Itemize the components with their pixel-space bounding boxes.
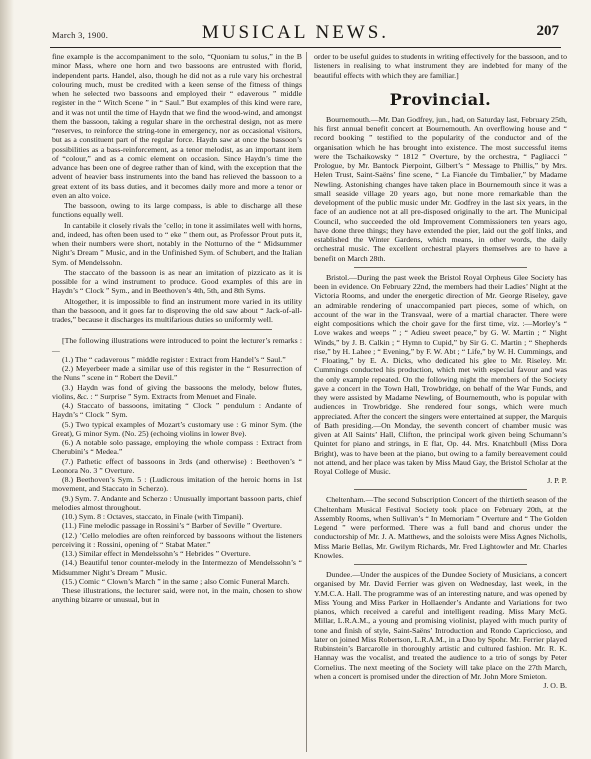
illustration-item: (5.) Two typical examples of Mozart’s customary use : G minor Sym. (the Great), G minor Sym. (No. 25) (echoing violins in lower 8ve).: [52, 419, 302, 438]
illustration-item: (6.) A notable solo passage, employing the whole compass : Extract from Cherubini’s “ Medea.”: [52, 438, 302, 457]
section-heading: Provincial.: [389, 89, 492, 109]
article-paragraph: The bassoon, owing to its large compass, is able to discharge all these functions equally well.: [52, 201, 302, 220]
report-signature: J. O. B.: [543, 681, 567, 690]
illustration-item: (8.) Beethoven’s Sym. 5 : (Ludicrous imitation of the heroic horns in 1st movement, and Staccato in Scherzo).: [52, 475, 302, 494]
closing-paragraph: These illustrations, the lecturer said, were not, in the main, chosen to show anything bizarre or unusual, but in: [52, 586, 302, 605]
page-header: [0, 22, 591, 46]
page-edge-shadow: [0, 0, 14, 759]
illustration-item: (2.) Meyerbeer made a similar use of this register in the “ Resurrection of the Nuns ” scene in “ Robert the Devil.”: [52, 364, 302, 383]
left-column: [52, 52, 302, 605]
right-column: [314, 52, 567, 690]
illustration-item: (3.) Haydn was fond of giving the bassoons the melody, below flutes, violins, &c. : “ Surprise ” Sym. Extracts from Menuet and Finale.: [52, 382, 302, 401]
illustration-item: (15.) Comic “ Clown’s March ” in the same ; also Comic Funeral March.: [62, 576, 290, 586]
report-dundee: Dundee.—Under the auspices of the Dundee Society of Musicians, a concert organised by Mr. David Ferrier was given on Wednesday, last week, in the Y.M.C.A. Hall. The programme was of an interesting nature, and was opened by Miss Young and Miss Parker in Hollaender’s Andante and Variations for two pianos, which received a careful and intelligent reading. Miss Mary McG. Millar, L.R.A.M., a young and promising violinist, played with much purity of tone and finish of style, Saint-Saëns’ Introduction and Rondo Capriccioso, and later on joined Miss Robertson, L.R.A.M., in a Duo by Spohr. Mr. Ferrier played Rubinstein’s Barcarolle in thoroughly artistic and cultured fashion. Mr. R. K. Hannay was the vocalist, and treated the audience to a trio of songs by Peter Cornelius. The next meeting of the Society will take place on the 27th March, when a concert is promised under the direction of Mr. John More Smieton.: [314, 570, 567, 681]
article-paragraph: fine example is the accompaniment to the solo, “Quoniam tu solus,” in the B minor Mass, where one horn and two bassoons are entrusted with florid, independent parts. Handel, also, though he did not as a rule vary his orchestral colouring much, must be credited with a keen sense of the fitness of things when he selected two bassoons and employed their “ edaverous ” middle register in the “ Witch Scene ” in “ Saul.” But examples of this kind were rare, and it was not until the time of Haydn that we find the wood-wind, and amongst them the bassoon, taking a regular share in the orchestral design, not as mere “reserves, to reinforce the string-tone in emergency, nor as occasional visitors, but as a constituent part of the regular force. Haydn saw at once the bassoon’s possibilities as a bass-reinforcement, as a tenor melodist, as an important item of “colour,” and as a comic element on occasion. Since Haydn’s time the advance has been one of degree rather than of kind, with the exception that the advent of heavier bass instruments into the band has relieved the bassoon to a great extent of its bass duties, and it becomes daily more and more a tenor or even an alto voice.: [52, 52, 302, 200]
issue-date: March 3, 1900.: [52, 30, 109, 40]
report-bournemouth: Bournemouth.—Mr. Dan Godfrey, jun., had, on Saturday last, February 25th, his first annual benefit concert at Bournemouth. An overflowing house and “ record booking ” testified to the popularity of the conductor and of the organisation which he has brought into existence. The most successful items were the Tschaikowsky “ 1812 ” Overture, by the orchestra, “ Pagliacci ” Prologue, by Mr. Bantock Pierpoint, Gilbert’s “ Message to Phillis,” by Mrs. Helen Trust, Saint-Saëns’ fine scene, “ La Fiancée du Timbalier,” by Madame Newling. Astonishing changes have taken place in Bournemouth since it was a small seaside village 20 years ago, but none more remarkable than the development of the public music under Mr. Godfrey in the last six years, in the face of an audience not at all pre-disposed originally to the art. The Municipal Council, who succeeded the old Improvement Commissioners ten years ago, have done three things; they have extended the pier, laid out the golf links, and established the Winter Gardens, which means, in other words, the daily orchestral music. The excellent orchestral players themselves are to have a benefit on March 28th.: [314, 114, 567, 263]
header-rule: [50, 47, 561, 48]
illustration-item: (9.) Sym. 7. Andante and Scherzo : Unusually important bassoon parts, chief melodies almost throughout.: [52, 493, 302, 512]
section-separator: [82, 329, 272, 330]
article-paragraph: In cantabile it closely rivals the ’cello; in tone it assimilates well with horns, and, indeed, has often been used to “ eke ” them out, as Professor Prout puts it, when their numbers were short, notably in the Notturno of the “ Midsummer Night’s Dream ” Music, and in the Unfinished Sym. of Schubert, and the Italian Sym. of Mendelssohn.: [52, 220, 302, 267]
illustration-item: (13.) Similar effect in Mendelssohn’s “ Hebrides ” Overture.: [62, 549, 251, 558]
illustration-item: (10.) Sym. 8 : Octaves, staccato, in Finale (with Timpani).: [62, 512, 244, 521]
illustration-item: (14.) Beautiful tenor counter-melody in the Intermezzo of Mendelssohn’s “ Midsummer Night’s Dream ” Music.: [52, 558, 302, 577]
illustration-item: (7.) Pathetic effect of bassoons in 3rds (and otherwise) : Beethoven’s “ Leonora No. 3 ” Overture.: [52, 456, 302, 475]
publication-title: MUSICAL NEWS.: [201, 22, 390, 43]
report-cheltenham: Cheltenham.—The second Subscription Concert of the thirtieth season of the Cheltenham Musical Festival Society took place on February 20th, at the Assembly Rooms, when Sullivan’s “ In Memoriam ” Overture and “ The Golden Legend ” were performed. There was a full band and chorus under the conductorship of Mr. J. A. Matthews, and the soloists were Miss Agnes Nicholls, Miss Marie Bellas, Mr. Gwilym Richards, Mr. Fred Lightowler and Mr. Charles Knowles.: [314, 495, 567, 560]
illustration-item: (1.) The “ cadaverous ” middle register : Extract from Handel’s “ Saul.”: [62, 354, 286, 364]
illustrations-list: [52, 336, 302, 604]
column-divider: [306, 52, 307, 752]
report-signature: J. P. P.: [547, 476, 567, 486]
illustration-item: (4.) Staccato of bassoons, imitating “ Clock ” pendulum : Andante of Haydn’s “ Clock ” Sym.: [52, 401, 302, 420]
continuation-paragraph: order to be useful guides to students in writing effectively for the bassoon, and to listeners in realising to what instrument they are indebted for many of the beautiful effects with which they are familiar.]: [314, 52, 567, 80]
report-separator: [354, 489, 527, 490]
report-bristol: Bristol.—During the past week the Bristol Royal Orpheus Glee Society has been in evidence. On February 22nd, the members had their Ladies’ Night at the Victoria Rooms, and under the energetic direction of Mr. George Riseley, gave an admirable rendering of unaccompanied part pieces, some of which, on account of the war in the Transvaal, were of a martial character. There were eight compositions which the choir gave for the first time, viz. :—Morley’s “ Love wakes and weeps ” ; “ Adieu sweet peace,” by G. W. Martin ; “ Night Winds,” by J. B. Calkin ; “ Hymn to Cupid,” by Sir G. C. Martin ; “ Shepherds rise,” by H. Lahee ; “ Evening,” by F. W. Abt ; “ Life,” by W. H. Cummings, and “ Floating,” by E. A. Dicks, who dedicated his glee to Mr. Riseley. Mr. Cummings conducted his production, which met with especial favour and was the only example repeated. On the following night the members of the Society gave a concert in the Town Hall, Trowbridge, on behalf of the War Funds, and they were assisted by Madame Newling, of Bournemouth, who is popular with audiences in Trowbridge. She rendered four songs, which were much appreciated. After the concert the singers were entertained at supper, the Marquis of Bath presiding.—On Monday, the seventh concert of chamber music was given at All Saints’ Hall, Clifton, the principal work given being Schumann’s Quintet for piano and strings, in E flat, Op. 44. Mrs. Knatchbull (Miss Dora Bright), was to have been at the piano, but owing to a family bereavement could not attend, and her place was taken by Miss Maud Gay, the Bristol Scholar at the Royal College of Music.: [314, 272, 567, 476]
article-paragraph: Altogether, it is impossible to find an instrument more varied in its utility than the bassoon, and it goes far to disproving the old saw about “ Jack-of-all-trades,” because it discharges its multifarious duties so uniformly well.: [52, 296, 302, 324]
illustration-item: (12.) ’Cello melodies are often reinforced by bassoons without the listeners perceiving it : Rossini, opening of “ Stabat Mater.”: [52, 530, 302, 549]
illustration-item: (11.) Fine melodic passage in Rossini’s “ Barber of Seville ” Overture.: [62, 521, 282, 531]
report-separator: [354, 267, 527, 268]
page-number: 207: [536, 23, 559, 39]
article-paragraph: The staccato of the bassoon is as near an imitation of pizzicato as it is possible for a wind instrument to produce. Good examples of this are in Haydn’s “ Clock ” Sym., and in Beethoven’s 4th, 5th, and 8th Syms.: [52, 267, 302, 296]
illustrations-intro: [The following illustrations were introduced to point the lecturer’s remarks :—: [52, 336, 302, 355]
report-separator: [354, 564, 527, 565]
